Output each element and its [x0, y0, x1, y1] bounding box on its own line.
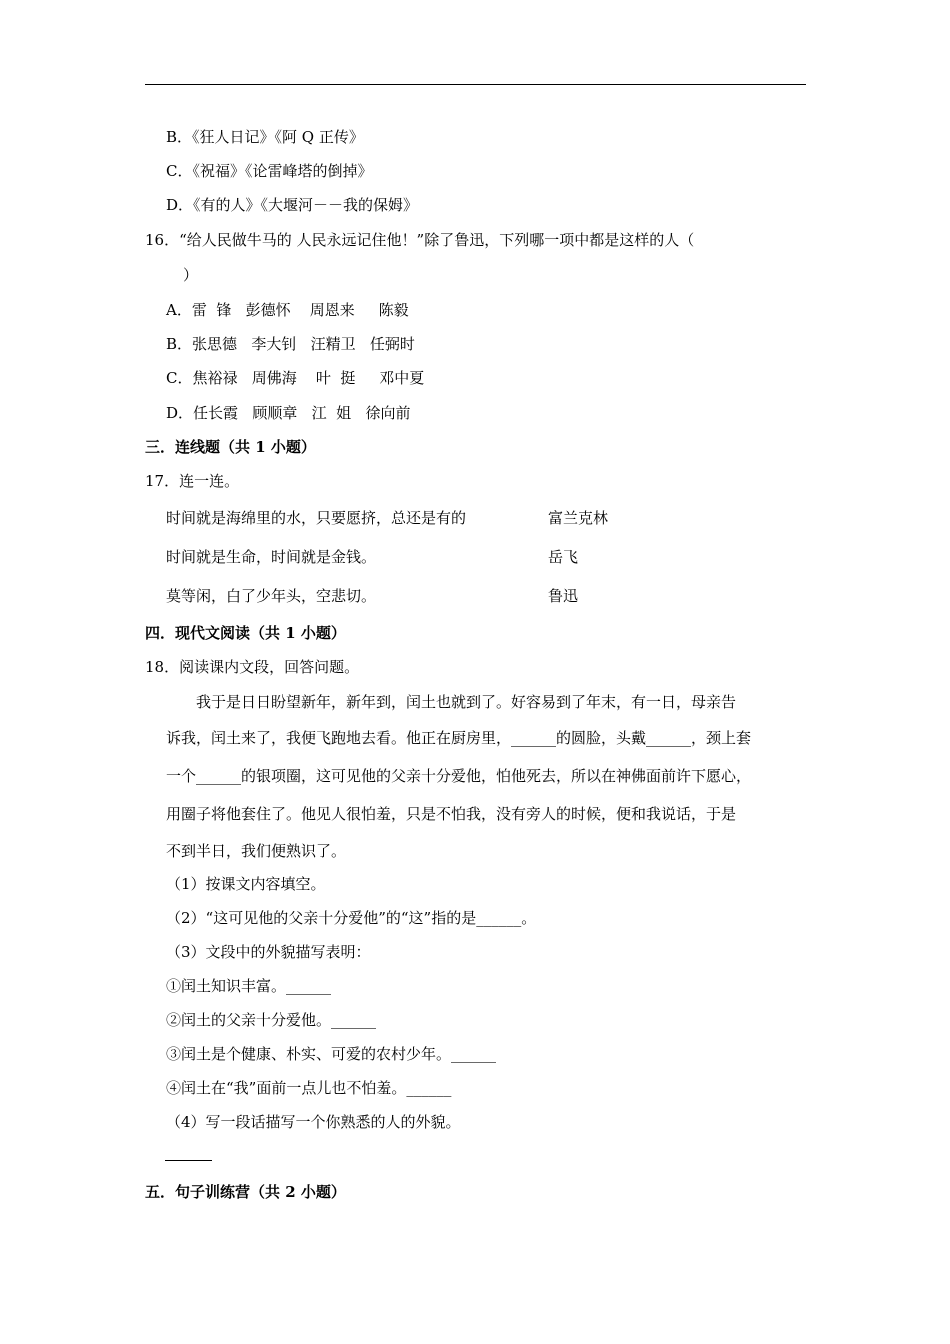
section3-heading: 三．连线题（共 1 小题）: [145, 438, 316, 456]
q18-sub-question: （4）写一段话描写一个你熟悉的人的外貌。: [166, 1113, 461, 1131]
q16-option-a: A．雷 锋 彭德怀 周恩来 陈毅: [166, 301, 409, 319]
q17-stem: 17．连一连。: [145, 472, 240, 490]
q15-option-c: C．《祝福》《论雷峰塔的倒掉》: [166, 162, 373, 180]
q18-statement: ④闰土在“我”面前一点儿也不怕羞。______: [166, 1079, 452, 1097]
q18-passage-line: 诉我，闰土来了，我便飞跑地去看。他正在厨房里，______的圆脸，头戴______，颈上套: [166, 729, 752, 747]
q17-quote-1: 时间就是海绵里的水，只要愿挤，总还是有的: [166, 509, 467, 527]
q18-passage-line: 一个______的银项圈，这可见他的父亲十分爱他，怕他死去，所以在神佛面前许下愿心，: [166, 767, 752, 785]
q16-stem: 16．“给人民做牛马的 人民永远记住他！”除了鲁迅，下列哪一项中都是这样的人（: [145, 231, 695, 249]
q17-person-3: 鲁迅: [548, 587, 579, 605]
q17-quote-3: 莫等闲，白了少年头，空悲切。: [166, 587, 377, 605]
q18-stem: 18．阅读课内文段，回答问题。: [145, 658, 360, 676]
q18-statement: ①闰土知识丰富。______: [166, 977, 332, 995]
section4-heading: 四．现代文阅读（共 1 小题）: [145, 624, 346, 642]
q18-sub-question: （2）“这可见他的父亲十分爱他”的“这”指的是______。: [166, 909, 537, 927]
q15-option-d: D．《有的人》《大堰河－－我的保姆》: [166, 196, 419, 214]
q16-option-b: B．张思德 李大钊 汪精卫 任弼时: [166, 335, 415, 353]
q18-statement: ②闰土的父亲十分爱他。______: [166, 1011, 377, 1029]
q17-person-1: 富兰克林: [548, 509, 609, 527]
q18-passage-line: 我于是日日盼望新年，新年到，闰土也就到了。好容易到了年末，有一日，母亲告: [196, 693, 737, 711]
q18-sub-question: （3）文段中的外貌描写表明：: [166, 943, 371, 961]
q16-option-d: D．任长霞 顾顺章 江 姐 徐向前: [166, 404, 411, 422]
q16-stem-cont: ）: [183, 266, 199, 284]
q18-statement: ③闰土是个健康、朴实、可爱的农村少年。______: [166, 1045, 497, 1063]
section5-heading: 五．句子训练营（共 2 小题）: [145, 1183, 346, 1201]
q17-quote-2: 时间就是生命，时间就是金钱。: [166, 548, 377, 566]
q16-option-c: C．焦裕禄 周佛海 叶 挺 邓中夏: [166, 369, 425, 387]
q15-option-b: B．《狂人日记》《阿 Q 正传》: [166, 128, 364, 146]
q18-sub-question: （1）按课文内容填空。: [166, 875, 326, 893]
q17-person-2: 岳飞: [548, 548, 579, 566]
q18-passage-line: 不到半日，我们便熟识了。: [166, 842, 347, 860]
q18-passage-line: 用圈子将他套住了。他见人很怕羞，只是不怕我，没有旁人的时候，便和我说话，于是: [166, 805, 737, 823]
answer-blank-line: [165, 1160, 212, 1161]
header-rule: [145, 84, 806, 85]
